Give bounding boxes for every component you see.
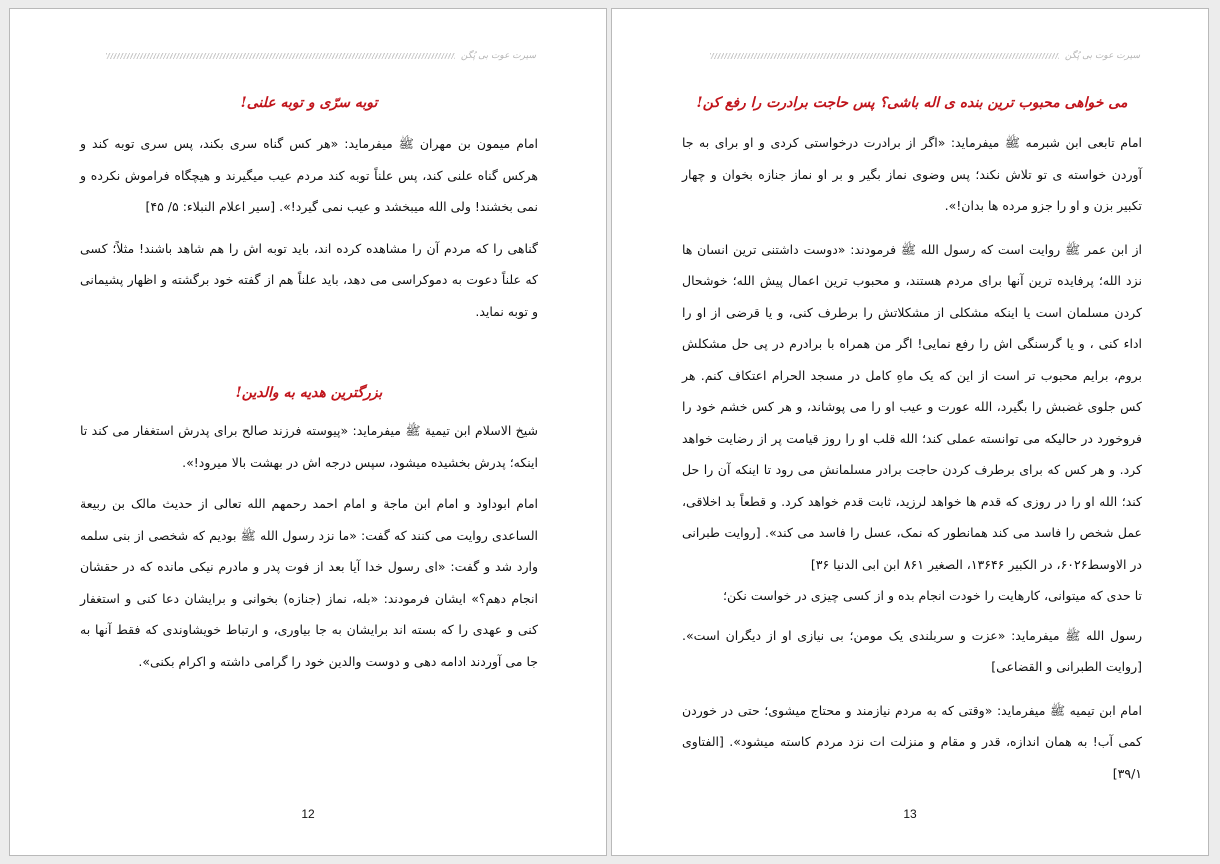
- paragraph: گناهی را که مردم آن را مشاهده کرده اند، باید توبه اش را هم شاهد باشند! مثلاً؛ کسی که علناً دعوت به دموکراسی می دهد، باید علناً هم از گفته خود برگشته و اظهار پشیمانی و توبه نماید.: [80, 240, 538, 319]
- running-header-rule: [106, 53, 455, 59]
- paragraph: امام ابن تیمیه ﷺ میفرماید: «وقتی که به مردم نیازمند و محتاج میشوی؛ حتی در خوردن کمی آب! به همان اندازه، قدر و مقام و منزلت ات نزد مردم کاسته میشود». [الفتاوی ۳۹/۱]: [682, 702, 1142, 781]
- page-12: [9, 8, 607, 856]
- paragraph: امام ابوداود و امام ابن ماجة و امام احمد رحمهم الله تعالی از حدیث مالک بن ربیعة الساعدی روایت می کنند که گفت: «ما نزد رسول الله ﷺ بودیم که شخصی از بنی سلمه وارد شد و گفت: «ای رسول خدا آیا بعد از فوت پدر و مادرم نیکی مانده که در حقشان انجام دهم؟» ایشان فرمودند: «بله، نماز (جنازه) بخوانی و برایشان دعا کنی و استغفار کنی و عهدی را که بسته اند برایشان به جا بیاوری، و ارتباط خویشاوندی که فقط آنها به جا می آوردند ادامه دهی و دوست والدین خود را گرامی داشته و اکرام بکنی».: [80, 496, 538, 669]
- section-heading: توبه سرّی و توبه علنی!: [240, 95, 378, 111]
- paragraph: امام میمون بن مهران ﷺ میفرماید: «هر کس گناه سری بکند، پس سری توبه کند و هرکس گناه علنی کند، پس علناً توبه کند مردم عیب میگیرند و هیچگاه فراموش نکرده و نمی بخشند! ولی الله میبخشد و عیب نمی گیرد!». [سیر اعلام النبلاء: ۵/ ۴۵]: [80, 136, 538, 214]
- running-header: [710, 51, 1140, 61]
- page-number: 12: [301, 807, 315, 821]
- running-header-rule: [710, 53, 1059, 59]
- paragraph: امام تابعی ابن شبرمه ﷺ میفرماید: «اگر از برادرت درخواستی کردی و او برای به جا آوردن خواسته ی تو تلاش نکند؛ پس وضوی نماز بگیر و بر او نماز جنازه بخوان و چهار تکبیر بزن و او را جزو مرده ها بدان!».: [682, 135, 1142, 213]
- paragraph: شیخ الاسلام ابن تیمیة ﷺ میفرماید: «پیوسته فرزند صالح برای پدرش استغفار می کند تا اینکه؛ پدرش بخشیده میشود، سپس درجه اش در بهشت بالا میرود!».: [80, 423, 538, 470]
- running-header-title: سیرت عوت بی پُگن: [1064, 51, 1140, 61]
- paragraph: تا حدی که میتوانی، کارهایت را خودت انجام بده و از کسی چیزی در خواست نکن؛: [723, 588, 1142, 603]
- page-number: 13: [903, 807, 917, 821]
- paragraph: رسول الله ﷺ میفرماید: «عزت و سربلندی یک مومن؛ بی نیازی او از دیگران است». [روایت الطبرانی و القضاعی]: [682, 627, 1142, 674]
- section-heading: بزرگترین هدیه به والدین!: [235, 385, 383, 401]
- paragraph: از ابن عمر ﷺ روایت است که رسول الله ﷺ فرمودند: «دوست داشتنی ترین انسان ها نزد الله؛ پرفایده ترین آنها برای مردم هستند، و محبوب ترین اعمال پیش الله؛ خوشحال کردن مسلمان است یا اینکه مشکلی از مشکلاتش را برطرف کنی، و یا قرضی از او را اداء کنی ، و یا گرسنگی اش را رفع نمایی! اگر من همراه با برادرم در پی حل مشکلش بروم، برایم محبوب تر است از این که یک ماهِ کامل در مسجد الحرام اعتکاف کنم. هر کس جلوی غضبش را بگیرد، الله عورت و عیب او را می پوشاند، و هر کس خشم خود را فروخورد در حالیکه می توانسته عملی کند؛ الله قلب او را روز قیامت پر از رضایت خواهد کرد. و هر کس که برای برطرف کردن حاجت برادر مسلمانش می رود تا اینکه آن را حل کند؛ الله او را در روزی که قدم ها خواهد لرزید، ثابت قدم خواهد کرد. و قطعاً بد اخلاقی، عمل شخص را فاسد می کند همانطور که نمک، عسل را فاسد می کند». [روایت طبرانی در الاوسط۶۰۲۶، در الکبیر ۱۳۶۴۶، الصغیر ۸۶۱ ابن ابی الدنیا ۳۶]: [682, 241, 1142, 572]
- section-heading: می خواهی محبوب ترین بنده ی اله باشی؟ پس حاجت برادرت را رفع کن!: [696, 95, 1128, 111]
- page-content: [682, 93, 1142, 789]
- page-13: [611, 8, 1209, 856]
- page-content: [80, 93, 538, 677]
- running-header-title: سیرت عوت بی پُگن: [460, 51, 536, 61]
- running-header: [106, 51, 536, 61]
